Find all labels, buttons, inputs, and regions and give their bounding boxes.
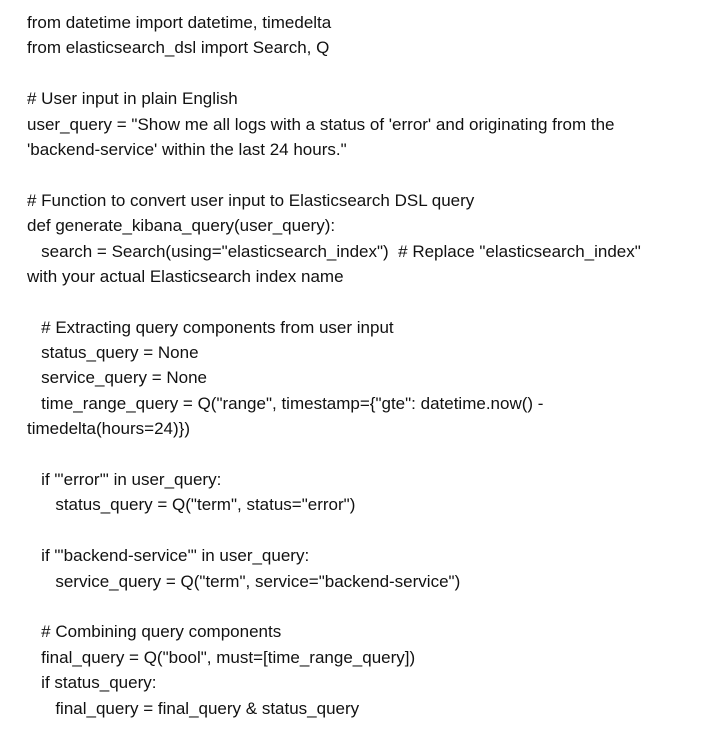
code-line: from datetime import datetime, timedelta <box>27 13 332 32</box>
code-line: final_query = Q("bool", must=[time_range_query]) <box>27 647 416 667</box>
blank-line <box>27 61 702 86</box>
code-line: time_range_query = Q("range", timestamp={"gte": datetime.now() - <box>27 393 544 413</box>
blank-line <box>27 442 702 467</box>
code-comment: # User input in plain English <box>27 89 238 109</box>
code-line: def generate_kibana_query(user_query): <box>27 216 336 236</box>
code-line: if "'error'" in user_query: <box>27 470 222 490</box>
blank-line <box>27 518 702 543</box>
blank-line <box>27 289 702 314</box>
code-line: status_query = Q("term", status="error") <box>27 495 356 515</box>
code-comment: # Function to convert user input to Elasticsearch DSL query <box>27 190 475 210</box>
code-line: final_query = final_query & status_query <box>27 698 360 718</box>
code-line: status_query = None <box>27 343 199 363</box>
code-line: 'backend-service' within the last 24 hours." <box>27 139 347 159</box>
code-line: from elasticsearch_dsl import Search, Q <box>27 38 330 58</box>
blank-line <box>27 594 702 619</box>
code-line: service_query = None <box>27 368 208 388</box>
code-line: with your actual Elasticsearch index name <box>27 266 344 286</box>
code-line: if status_query: <box>27 673 157 693</box>
code-document <box>27 10 702 721</box>
code-comment: # Extracting query components from user input <box>27 317 394 337</box>
code-line: if "'backend-service'" in user_query: <box>27 546 310 566</box>
code-line: service_query = Q("term", service="backend-service") <box>27 571 461 591</box>
blank-line <box>27 162 702 187</box>
code-comment: # Combining query components <box>27 622 282 642</box>
code-line: user_query = "Show me all logs with a status of 'error' and originating from the <box>27 114 615 134</box>
code-line: timedelta(hours=24)}) <box>27 419 191 439</box>
code-line: search = Search(using="elasticsearch_index") # Replace "elasticsearch_index" <box>27 241 641 261</box>
